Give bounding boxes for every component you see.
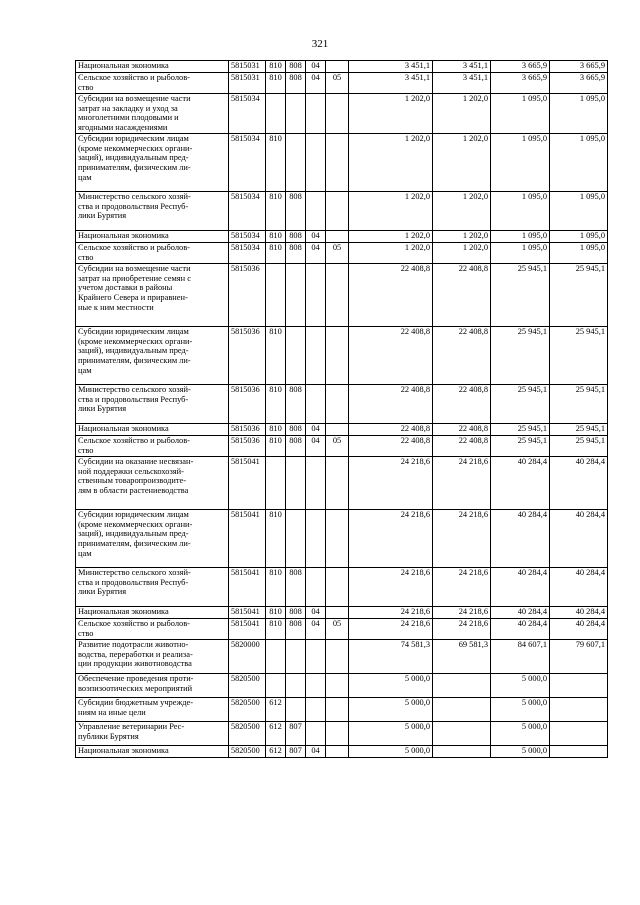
table-row xyxy=(76,639,608,673)
cell-rz xyxy=(286,509,306,567)
cell-ved: 810 xyxy=(266,423,286,435)
cell-code: 5815041 xyxy=(229,567,266,606)
cell-ved: 810 xyxy=(266,73,286,94)
table-row xyxy=(76,673,608,697)
cell-rz xyxy=(286,697,306,721)
cell-name: Управление ветеринарии Рес- публики Бурятия xyxy=(76,721,229,745)
cell-rz: 808 xyxy=(286,606,306,618)
cell-s3: 40 284,4 xyxy=(491,606,550,618)
cell-s3: 5 000,0 xyxy=(491,673,550,697)
cell-pr xyxy=(306,509,326,567)
cell-code: 5815034 xyxy=(229,242,266,263)
cell-name: Национальная экономика xyxy=(76,61,229,73)
cell-name: Субсидии юридическим лицам (кроме некоммерческих органи- заций), индивидуальным пред- принимателям, физическим ли- цам xyxy=(76,326,229,384)
cell-s3: 40 284,4 xyxy=(491,509,550,567)
table-row xyxy=(76,435,608,456)
cell-s4 xyxy=(550,721,608,745)
cell-pr xyxy=(306,673,326,697)
cell-vr xyxy=(326,745,349,757)
cell-ved: 810 xyxy=(266,230,286,242)
cell-name: Национальная экономика xyxy=(76,230,229,242)
cell-s2: 1 202,0 xyxy=(433,230,491,242)
cell-s4: 3 665,9 xyxy=(550,73,608,94)
cell-vr xyxy=(326,133,349,191)
cell-name: Субсидии бюджетным учрежде- ниям на иные цели xyxy=(76,697,229,721)
cell-code: 5815041 xyxy=(229,618,266,639)
cell-s2: 22 408,8 xyxy=(433,423,491,435)
cell-code: 5820500 xyxy=(229,745,266,757)
cell-pr xyxy=(306,697,326,721)
cell-vr: 05 xyxy=(326,73,349,94)
cell-vr xyxy=(326,509,349,567)
cell-code: 5815031 xyxy=(229,73,266,94)
cell-s3: 25 945,1 xyxy=(491,384,550,423)
cell-s1: 24 218,6 xyxy=(349,509,433,567)
cell-name: Министерство сельского хозяй- ства и продовольствия Респуб- лики Бурятия xyxy=(76,567,229,606)
cell-s1: 24 218,6 xyxy=(349,606,433,618)
cell-vr xyxy=(326,639,349,673)
cell-s2: 22 408,8 xyxy=(433,263,491,326)
cell-s3: 40 284,4 xyxy=(491,567,550,606)
cell-s3: 1 095,0 xyxy=(491,133,550,191)
table-row xyxy=(76,230,608,242)
cell-code: 5820500 xyxy=(229,673,266,697)
cell-code: 5815034 xyxy=(229,230,266,242)
cell-code: 5820500 xyxy=(229,721,266,745)
cell-s4 xyxy=(550,745,608,757)
cell-s3: 5 000,0 xyxy=(491,721,550,745)
cell-pr: 04 xyxy=(306,745,326,757)
cell-s4: 79 607,1 xyxy=(550,639,608,673)
cell-s2: 24 218,6 xyxy=(433,606,491,618)
cell-s1: 22 408,8 xyxy=(349,435,433,456)
cell-name: Субсидии на оказание несвязан- ной поддержки сельскохозяй- ственным товаропроизводите- лям в области растениеводства xyxy=(76,456,229,509)
cell-s1: 24 218,6 xyxy=(349,567,433,606)
cell-code: 5815036 xyxy=(229,435,266,456)
cell-code: 5815041 xyxy=(229,606,266,618)
cell-s1: 3 451,1 xyxy=(349,61,433,73)
cell-ved: 612 xyxy=(266,745,286,757)
cell-name: Сельское хозяйство и рыболов- ство xyxy=(76,435,229,456)
table-row xyxy=(76,567,608,606)
cell-ved xyxy=(266,673,286,697)
cell-s3: 1 095,0 xyxy=(491,94,550,134)
cell-pr xyxy=(306,191,326,230)
cell-s3: 3 665,9 xyxy=(491,73,550,94)
cell-s4: 1 095,0 xyxy=(550,242,608,263)
cell-s1: 5 000,0 xyxy=(349,673,433,697)
cell-pr: 04 xyxy=(306,242,326,263)
cell-name: Министерство сельского хозяй- ства и продовольствия Респуб- лики Бурятия xyxy=(76,384,229,423)
cell-pr xyxy=(306,133,326,191)
cell-pr: 04 xyxy=(306,230,326,242)
cell-rz xyxy=(286,263,306,326)
cell-code: 5820500 xyxy=(229,697,266,721)
cell-s2: 22 408,8 xyxy=(433,384,491,423)
cell-vr xyxy=(326,567,349,606)
cell-pr: 04 xyxy=(306,435,326,456)
cell-name: Национальная экономика xyxy=(76,745,229,757)
cell-s2: 24 218,6 xyxy=(433,567,491,606)
cell-name: Субсидии юридическим лицам (кроме некоммерческих органи- заций), индивидуальным пред- принимателям, физическим ли- цам xyxy=(76,133,229,191)
cell-s2: 1 202,0 xyxy=(433,242,491,263)
cell-s2: 24 218,6 xyxy=(433,509,491,567)
cell-s4: 40 284,4 xyxy=(550,606,608,618)
cell-vr xyxy=(326,456,349,509)
cell-s4: 25 945,1 xyxy=(550,326,608,384)
table-row xyxy=(76,384,608,423)
cell-pr: 04 xyxy=(306,618,326,639)
cell-name: Сельское хозяйство и рыболов- ство xyxy=(76,242,229,263)
cell-s1: 1 202,0 xyxy=(349,230,433,242)
cell-s3: 5 000,0 xyxy=(491,697,550,721)
cell-s1: 1 202,0 xyxy=(349,94,433,134)
table-row xyxy=(76,456,608,509)
cell-s2: 24 218,6 xyxy=(433,618,491,639)
cell-code: 5815036 xyxy=(229,263,266,326)
cell-s4: 1 095,0 xyxy=(550,191,608,230)
cell-code: 5815034 xyxy=(229,94,266,134)
budget-table-body xyxy=(76,61,608,758)
cell-code: 5815034 xyxy=(229,133,266,191)
cell-ved xyxy=(266,639,286,673)
cell-s1: 24 218,6 xyxy=(349,618,433,639)
cell-rz: 807 xyxy=(286,745,306,757)
cell-pr xyxy=(306,456,326,509)
cell-rz: 808 xyxy=(286,230,306,242)
cell-s4: 40 284,4 xyxy=(550,509,608,567)
cell-s1: 24 218,6 xyxy=(349,456,433,509)
table-row xyxy=(76,133,608,191)
cell-s1: 3 451,1 xyxy=(349,73,433,94)
cell-code: 5815036 xyxy=(229,326,266,384)
cell-s4: 1 095,0 xyxy=(550,133,608,191)
cell-ved: 810 xyxy=(266,435,286,456)
cell-s2: 3 451,1 xyxy=(433,61,491,73)
cell-name: Министерство сельского хозяй- ства и продовольствия Респуб- лики Бурятия xyxy=(76,191,229,230)
cell-ved: 810 xyxy=(266,242,286,263)
cell-pr xyxy=(306,263,326,326)
budget-table xyxy=(75,60,608,758)
cell-s4: 1 095,0 xyxy=(550,230,608,242)
cell-s4: 25 945,1 xyxy=(550,423,608,435)
cell-vr xyxy=(326,673,349,697)
cell-name: Субсидии на возмещение части затрат на закладку и уход за многолетними плодовыми и ягодными насаждениями xyxy=(76,94,229,134)
cell-s1: 22 408,8 xyxy=(349,423,433,435)
cell-ved: 810 xyxy=(266,191,286,230)
cell-s4: 3 665,9 xyxy=(550,61,608,73)
cell-vr xyxy=(326,230,349,242)
cell-rz: 808 xyxy=(286,423,306,435)
table-row xyxy=(76,326,608,384)
cell-code: 5815036 xyxy=(229,384,266,423)
cell-s3: 5 000,0 xyxy=(491,745,550,757)
cell-pr xyxy=(306,721,326,745)
cell-s3: 25 945,1 xyxy=(491,435,550,456)
cell-name: Сельское хозяйство и рыболов- ство xyxy=(76,73,229,94)
cell-rz: 807 xyxy=(286,721,306,745)
cell-pr: 04 xyxy=(306,73,326,94)
cell-pr: 04 xyxy=(306,61,326,73)
cell-vr xyxy=(326,61,349,73)
cell-rz: 808 xyxy=(286,191,306,230)
cell-s3: 40 284,4 xyxy=(491,456,550,509)
cell-vr xyxy=(326,606,349,618)
cell-name: Развитие подотрасли животно- водства, переработки и реализа- ции продукции животноводства xyxy=(76,639,229,673)
cell-ved: 810 xyxy=(266,606,286,618)
cell-vr xyxy=(326,423,349,435)
cell-rz xyxy=(286,326,306,384)
cell-s4 xyxy=(550,673,608,697)
cell-s4: 25 945,1 xyxy=(550,384,608,423)
table-row xyxy=(76,423,608,435)
cell-s1: 22 408,8 xyxy=(349,384,433,423)
table-row xyxy=(76,242,608,263)
cell-ved: 612 xyxy=(266,721,286,745)
cell-s1: 1 202,0 xyxy=(349,191,433,230)
cell-s4 xyxy=(550,697,608,721)
cell-pr xyxy=(306,94,326,134)
cell-s2: 69 581,3 xyxy=(433,639,491,673)
cell-name: Субсидии на возмещение части затрат на приобретение семян с учетом доставки в районы Крайнего Севера и приравнен- ные к ним местности xyxy=(76,263,229,326)
cell-code: 5815041 xyxy=(229,456,266,509)
cell-ved xyxy=(266,263,286,326)
cell-ved xyxy=(266,94,286,134)
cell-s2: 24 218,6 xyxy=(433,456,491,509)
cell-ved: 810 xyxy=(266,567,286,606)
cell-pr: 04 xyxy=(306,606,326,618)
table-row xyxy=(76,697,608,721)
table-row xyxy=(76,73,608,94)
cell-ved: 810 xyxy=(266,384,286,423)
table-row xyxy=(76,606,608,618)
cell-s2: 1 202,0 xyxy=(433,191,491,230)
cell-name: Сельское хозяйство и рыболов- ство xyxy=(76,618,229,639)
cell-s2: 22 408,8 xyxy=(433,326,491,384)
cell-vr: 05 xyxy=(326,435,349,456)
cell-vr xyxy=(326,384,349,423)
cell-code: 5815041 xyxy=(229,509,266,567)
table-row xyxy=(76,721,608,745)
cell-s4: 40 284,4 xyxy=(550,456,608,509)
cell-pr xyxy=(306,384,326,423)
cell-pr: 04 xyxy=(306,423,326,435)
cell-s2 xyxy=(433,673,491,697)
cell-name: Национальная экономика xyxy=(76,423,229,435)
table-row xyxy=(76,509,608,567)
cell-code: 5815034 xyxy=(229,191,266,230)
table-row xyxy=(76,191,608,230)
cell-name: Обеспечение проведения проти- воэпизоотических мероприятий xyxy=(76,673,229,697)
cell-pr xyxy=(306,567,326,606)
cell-vr xyxy=(326,721,349,745)
cell-s2: 1 202,0 xyxy=(433,94,491,134)
cell-vr xyxy=(326,263,349,326)
cell-code: 5815031 xyxy=(229,61,266,73)
cell-name: Субсидии юридическим лицам (кроме некоммерческих органи- заций), индивидуальным пред- принимателям, физическим ли- цам xyxy=(76,509,229,567)
cell-s1: 1 202,0 xyxy=(349,133,433,191)
cell-s1: 22 408,8 xyxy=(349,326,433,384)
cell-s3: 1 095,0 xyxy=(491,191,550,230)
cell-rz: 808 xyxy=(286,61,306,73)
cell-s1: 5 000,0 xyxy=(349,745,433,757)
cell-rz: 808 xyxy=(286,435,306,456)
cell-ved: 810 xyxy=(266,61,286,73)
cell-rz: 808 xyxy=(286,384,306,423)
cell-vr xyxy=(326,326,349,384)
table-row xyxy=(76,61,608,73)
cell-s4: 25 945,1 xyxy=(550,435,608,456)
cell-rz: 808 xyxy=(286,618,306,639)
cell-s1: 22 408,8 xyxy=(349,263,433,326)
cell-rz: 808 xyxy=(286,73,306,94)
cell-s3: 1 095,0 xyxy=(491,242,550,263)
cell-s2 xyxy=(433,745,491,757)
cell-rz xyxy=(286,94,306,134)
cell-s1: 74 581,3 xyxy=(349,639,433,673)
cell-s4: 25 945,1 xyxy=(550,263,608,326)
cell-vr: 05 xyxy=(326,618,349,639)
cell-rz xyxy=(286,639,306,673)
cell-vr xyxy=(326,191,349,230)
cell-s4: 1 095,0 xyxy=(550,94,608,134)
table-row xyxy=(76,94,608,134)
cell-ved: 810 xyxy=(266,509,286,567)
cell-s3: 25 945,1 xyxy=(491,263,550,326)
cell-vr xyxy=(326,94,349,134)
table-row xyxy=(76,618,608,639)
cell-s1: 5 000,0 xyxy=(349,697,433,721)
cell-s3: 25 945,1 xyxy=(491,423,550,435)
cell-ved: 612 xyxy=(266,697,286,721)
cell-s4: 40 284,4 xyxy=(550,567,608,606)
cell-s2 xyxy=(433,697,491,721)
cell-s3: 84 607,1 xyxy=(491,639,550,673)
cell-rz xyxy=(286,456,306,509)
cell-code: 5815036 xyxy=(229,423,266,435)
cell-s4: 40 284,4 xyxy=(550,618,608,639)
cell-s1: 5 000,0 xyxy=(349,721,433,745)
cell-pr xyxy=(306,326,326,384)
cell-ved: 810 xyxy=(266,326,286,384)
cell-code: 5820000 xyxy=(229,639,266,673)
cell-rz xyxy=(286,133,306,191)
cell-s2: 1 202,0 xyxy=(433,133,491,191)
table-row xyxy=(76,263,608,326)
cell-pr xyxy=(306,639,326,673)
cell-rz xyxy=(286,673,306,697)
cell-ved: 810 xyxy=(266,618,286,639)
cell-ved: 810 xyxy=(266,133,286,191)
cell-s3: 40 284,4 xyxy=(491,618,550,639)
cell-s2: 3 451,1 xyxy=(433,73,491,94)
cell-s2 xyxy=(433,721,491,745)
cell-vr xyxy=(326,697,349,721)
cell-s3: 3 665,9 xyxy=(491,61,550,73)
cell-rz: 808 xyxy=(286,242,306,263)
cell-s2: 22 408,8 xyxy=(433,435,491,456)
cell-vr: 05 xyxy=(326,242,349,263)
cell-name: Национальная экономика xyxy=(76,606,229,618)
cell-rz: 808 xyxy=(286,567,306,606)
cell-s3: 25 945,1 xyxy=(491,326,550,384)
page-number: 321 xyxy=(311,38,329,50)
table-row xyxy=(76,745,608,757)
cell-ved xyxy=(266,456,286,509)
cell-s3: 1 095,0 xyxy=(491,230,550,242)
cell-s1: 1 202,0 xyxy=(349,242,433,263)
